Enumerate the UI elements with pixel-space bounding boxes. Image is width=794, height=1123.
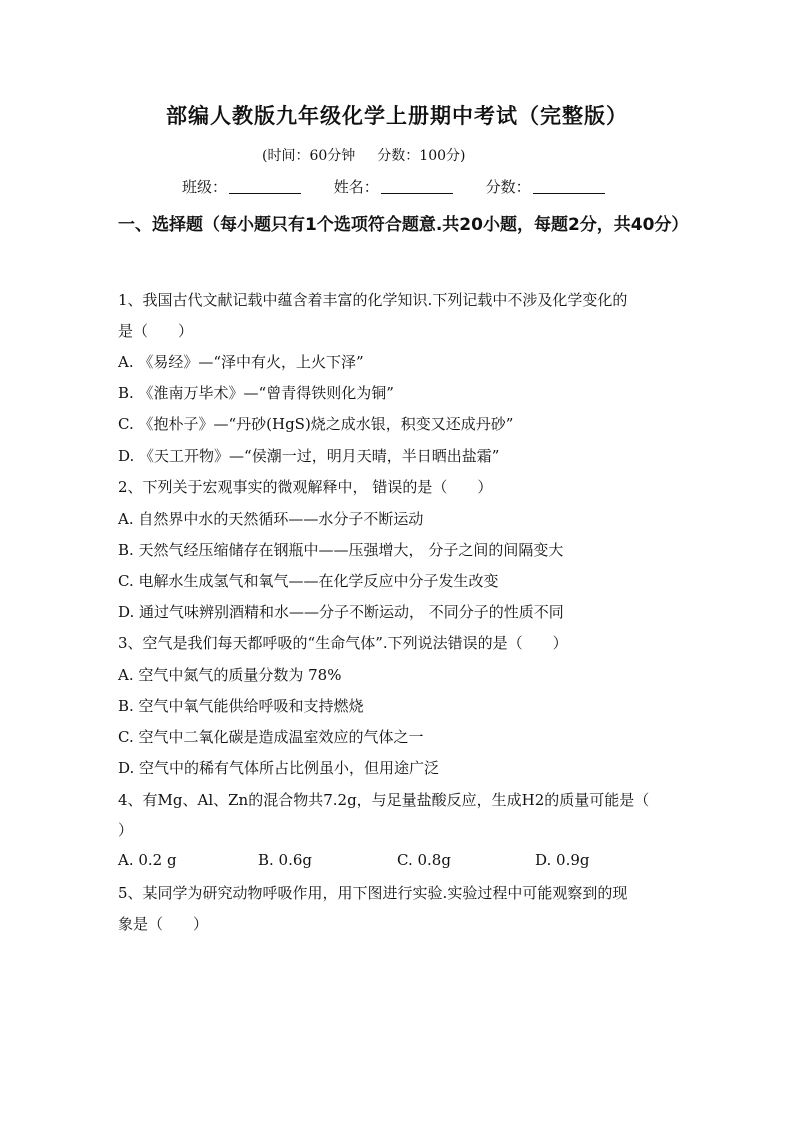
question-1-option-a: A. 《易经》—“泽中有火，上火下泽” bbox=[118, 353, 364, 371]
score-label: 分数： bbox=[485, 178, 531, 196]
section-heading: 一、选择题（每小题只有1个选项符合题意.共20小题，每题2分，共40分） bbox=[118, 215, 689, 235]
question-1-stem: 1、我国古代文献记载中蕴含着丰富的化学知识.下列记载中不涉及化学变化的 bbox=[118, 291, 628, 309]
question-2-stem: 2、下列关于宏观事实的微观解释中， 错误的是（ ） bbox=[118, 478, 493, 496]
question-3-stem: 3、空气是我们每天都呼吸的“生命气体”.下列说法错误的是（ ） bbox=[118, 634, 568, 652]
question-5-stem-cont: 象是（ ） bbox=[118, 915, 209, 933]
question-2-option-c: C. 电解水生成氢气和氧气——在化学反应中分子发生改变 bbox=[118, 572, 499, 590]
class-label: 班级： bbox=[182, 178, 228, 196]
question-4-stem-cont: ） bbox=[118, 821, 134, 839]
page-title: 部编人教版九年级化学上册期中考试（完整版） bbox=[166, 104, 628, 128]
question-2-option-d: D. 通过气味辨别酒精和水——分子不断运动， 不同分子的性质不同 bbox=[118, 603, 564, 621]
question-4-options bbox=[118, 851, 590, 869]
question-3-option-a: A. 空气中氮气的质量分数为 78% bbox=[118, 666, 342, 684]
question-2-option-b: B. 天然气经压缩储存在钢瓶中——压强增大， 分子之间的间隔变大 bbox=[118, 541, 564, 559]
question-4-stem: 4、有Mg、Al、Zn的混合物共7.2g，与足量盐酸反应，生成H2的质量可能是（ bbox=[118, 791, 650, 809]
time-info: (时间：60分钟 bbox=[262, 148, 356, 164]
score-info: 分数：100分) bbox=[377, 148, 466, 164]
score-blank bbox=[533, 179, 605, 194]
question-3-option-d: D. 空气中的稀有气体所占比例虽小，但用途广泛 bbox=[118, 759, 440, 777]
exam-subtitle bbox=[262, 145, 465, 165]
question-1-option-b: B. 《淮南万毕术》—“曾青得铁则化为铜” bbox=[118, 384, 394, 402]
score-field bbox=[486, 176, 605, 197]
question-4-option-c: C. 0.8g bbox=[397, 851, 451, 869]
name-blank bbox=[381, 179, 453, 194]
student-info-row bbox=[182, 176, 605, 197]
question-1-option-d: D. 《天工开物》—“侯潮一过，明月天晴，半日晒出盐霜” bbox=[118, 447, 500, 465]
question-4-option-a: A. 0.2 g bbox=[118, 851, 177, 869]
class-blank bbox=[229, 179, 301, 194]
question-2-option-a: A. 自然界中水的天然循环——水分子不断运动 bbox=[118, 510, 424, 528]
question-4-option-d: D. 0.9g bbox=[535, 851, 590, 869]
question-3-option-b: B. 空气中氧气能供给呼吸和支持燃烧 bbox=[118, 697, 364, 715]
question-5-stem: 5、某同学为研究动物呼吸作用，用下图进行实验.实验过程中可能观察到的现 bbox=[118, 884, 628, 902]
question-1-option-c: C. 《抱朴子》—“丹砂(HgS)烧之成水银，积变又还成丹砂” bbox=[118, 415, 514, 433]
question-4-option-b: B. 0.6g bbox=[258, 851, 313, 869]
question-3-option-c: C. 空气中二氧化碳是造成温室效应的气体之一 bbox=[118, 728, 424, 746]
name-field bbox=[334, 176, 453, 197]
question-1-stem-cont: 是（ ） bbox=[118, 322, 194, 340]
name-label: 姓名： bbox=[333, 178, 379, 196]
class-field bbox=[182, 176, 301, 197]
